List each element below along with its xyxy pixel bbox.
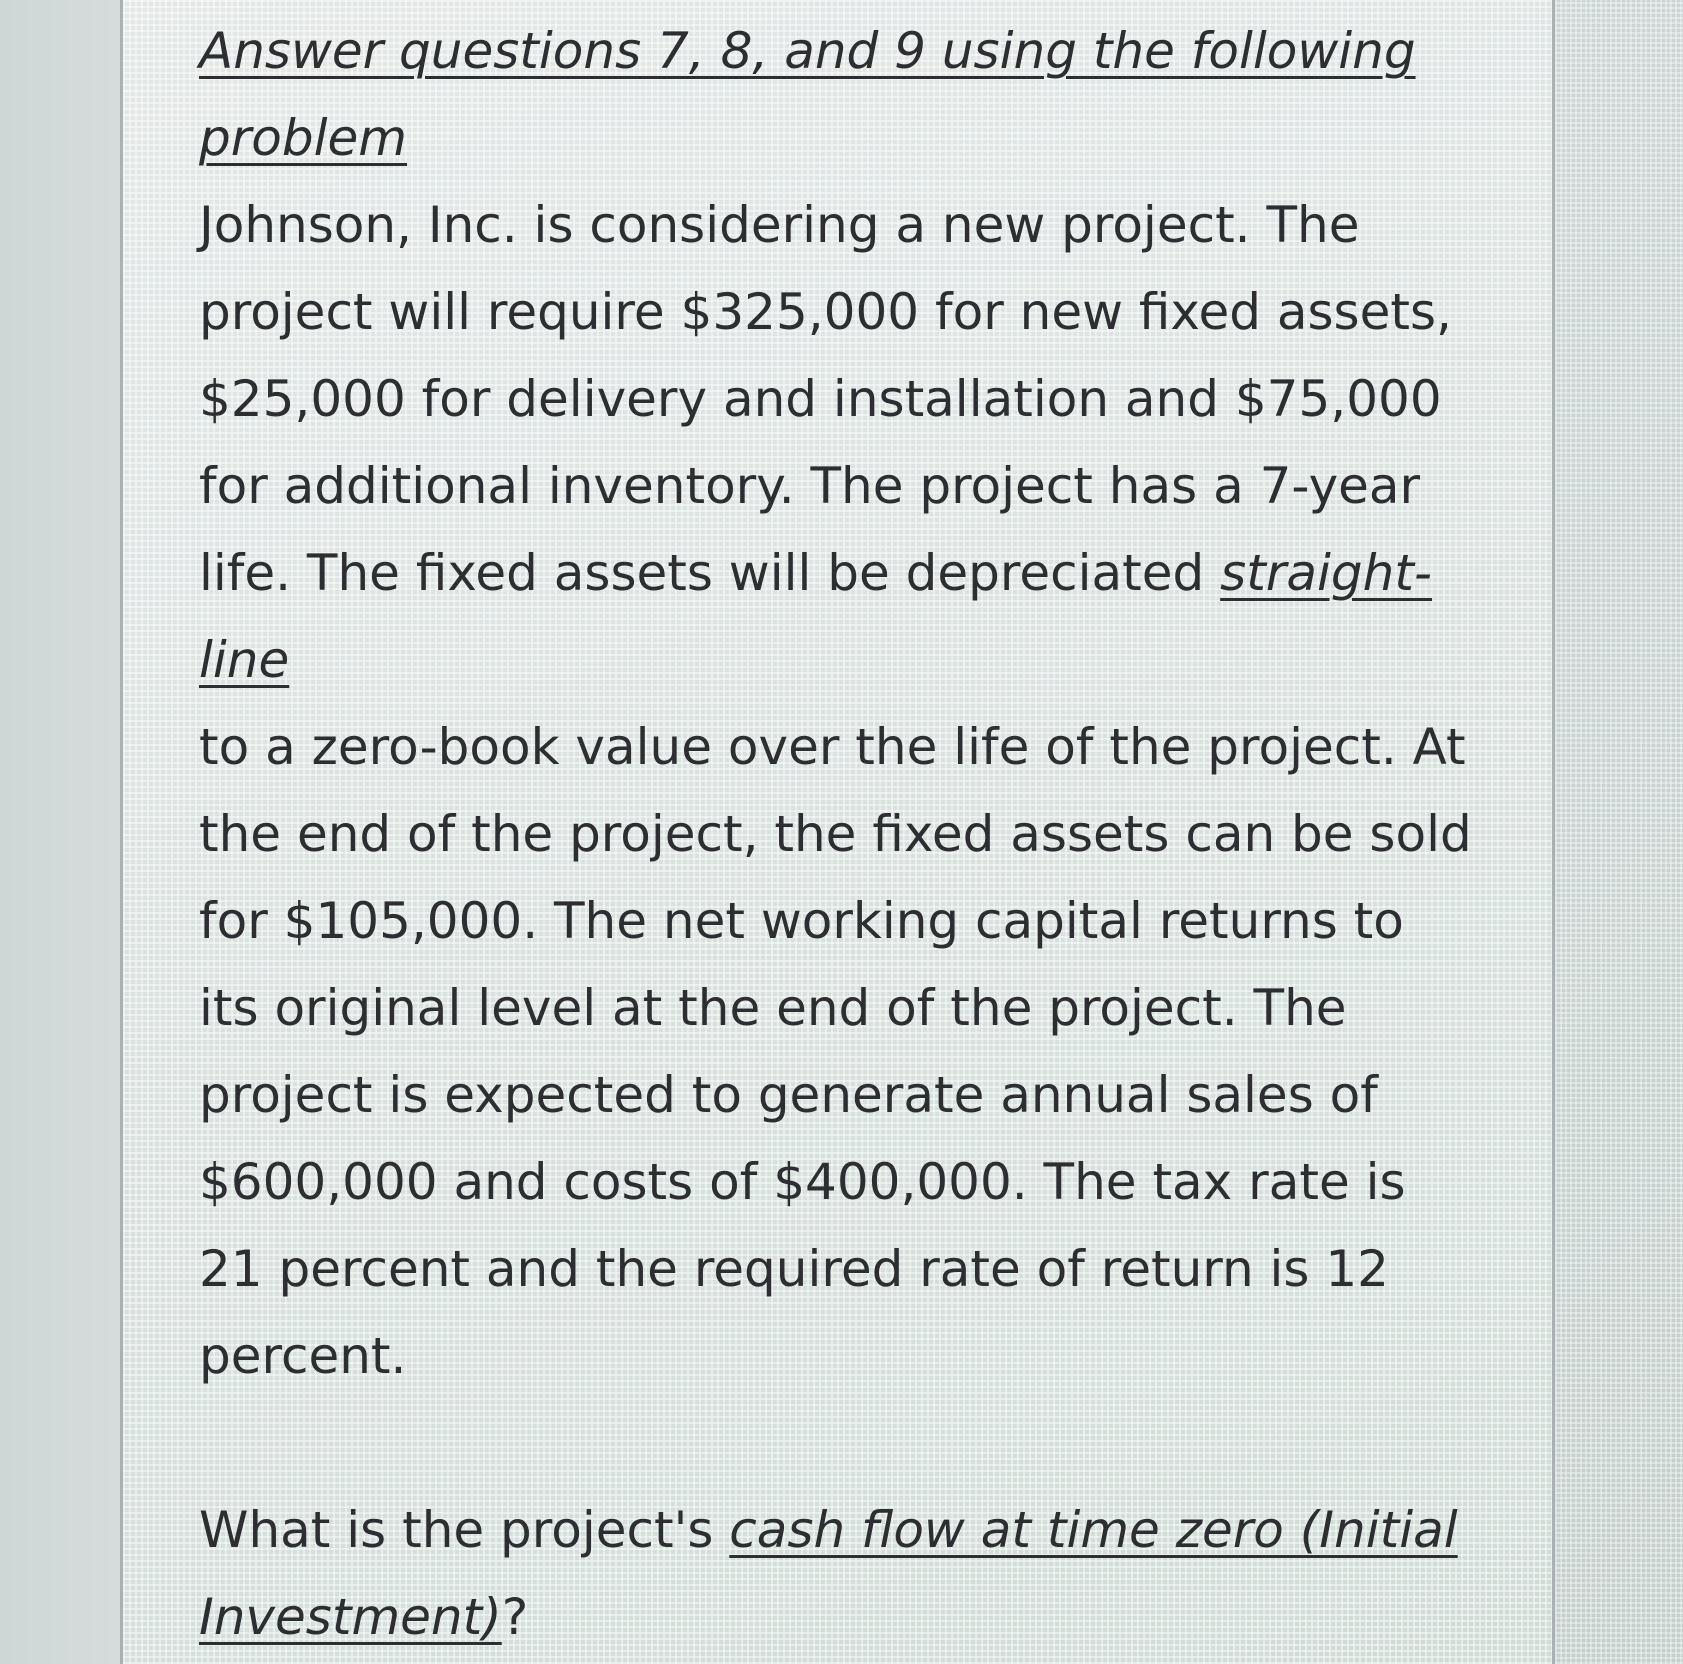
problem-line: 21 percent and the required rate of return is 12 (199, 1240, 1389, 1298)
question-line (199, 1574, 1499, 1661)
question-panel (120, 0, 1555, 1664)
problem-line (199, 530, 1499, 617)
question-mark: ? (501, 1588, 529, 1646)
straight-line-emphasis-cont: line (199, 631, 290, 689)
problem-line-text: life. The fixed assets will be depreciated (199, 544, 1221, 602)
question-text: What is the project's (199, 1501, 730, 1559)
problem-statement (199, 182, 1499, 1400)
instructions-heading (199, 8, 1499, 182)
problem-line: $25,000 for delivery and installation and $75,000 (199, 370, 1442, 428)
problem-line: project will require $325,000 for new fixed assets, (199, 283, 1452, 341)
question-prompt (199, 1487, 1499, 1661)
question-content (199, 8, 1499, 1661)
problem-line: Johnson, Inc. is considering a new project. The (199, 196, 1360, 254)
straight-line-emphasis: straight- (1220, 544, 1432, 602)
problem-line: for additional inventory. The project has a 7-year (199, 457, 1421, 515)
cash-flow-emphasis-cont: Investment) (199, 1588, 502, 1646)
problem-line: project is expected to generate annual sales of (199, 1066, 1378, 1124)
problem-line: percent. (199, 1327, 407, 1385)
heading-line-1: Answer questions 7, 8, and 9 using the following (199, 22, 1416, 80)
problem-line: the end of the project, the fixed assets can be sold (199, 805, 1472, 863)
screen-background (0, 0, 120, 1664)
problem-line: to a zero-book value over the life of the project. At (199, 718, 1466, 776)
problem-line: for $105,000. The net working capital returns to (199, 892, 1404, 950)
problem-line: $600,000 and costs of $400,000. The tax rate is (199, 1153, 1406, 1211)
problem-line (199, 617, 1499, 704)
problem-line: its original level at the end of the project. The (199, 979, 1347, 1037)
question-line (199, 1487, 1499, 1574)
heading-line-2: problem (199, 109, 407, 167)
cash-flow-emphasis: cash flow at time zero (Initial (729, 1501, 1458, 1559)
